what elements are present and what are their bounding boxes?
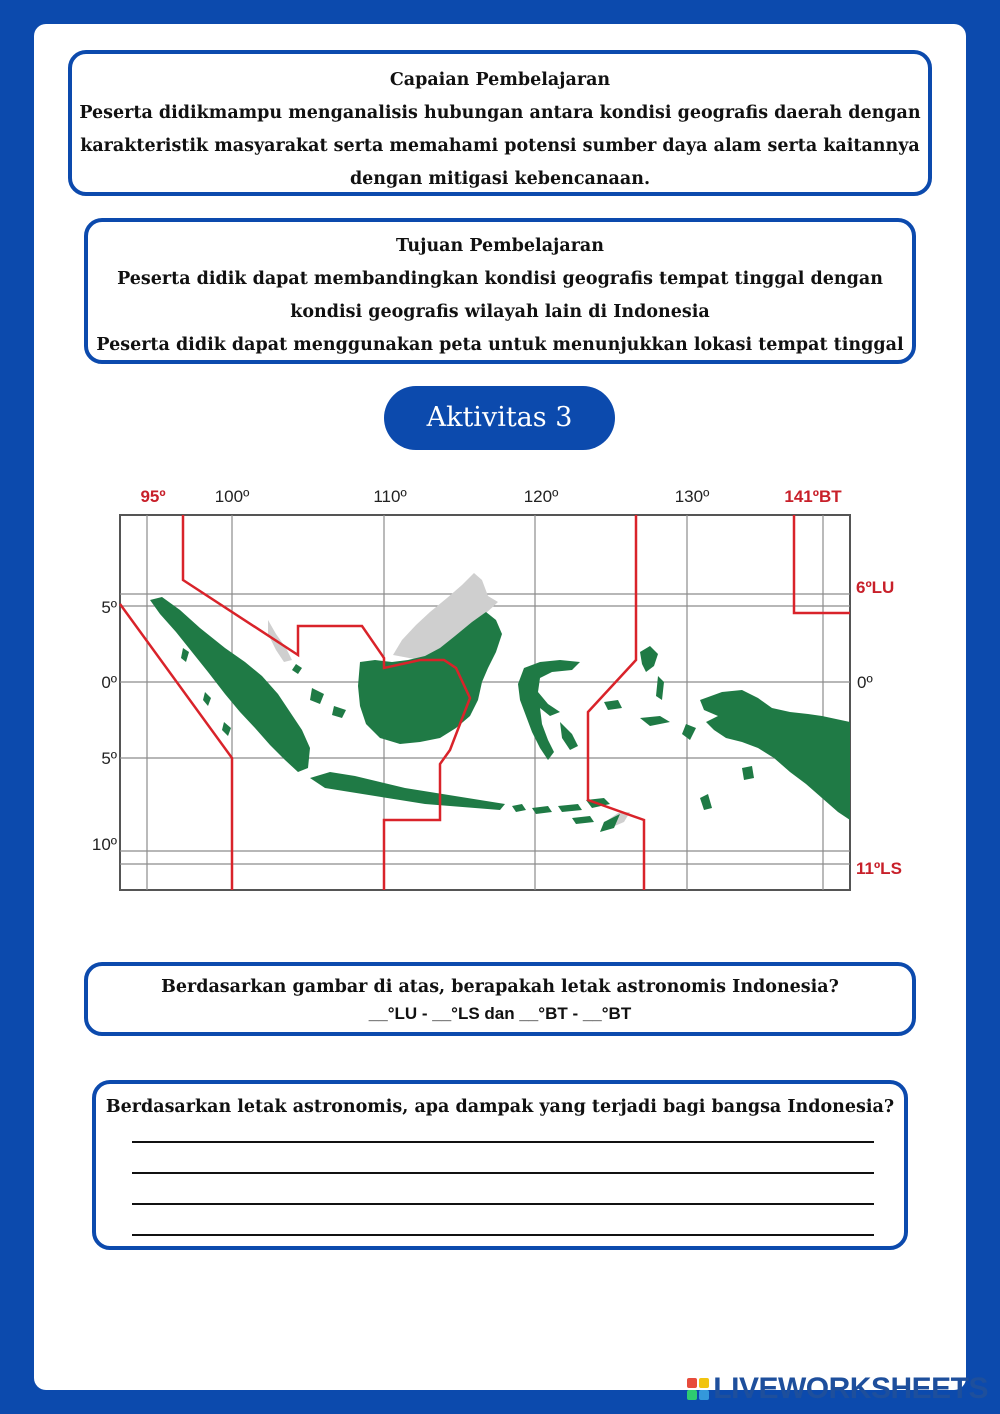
tujuan-line-1: Peserta didik dapat membandingkan kondisi geografis tempat tinggal dengan <box>117 269 883 289</box>
lat-label-10-south: 10º <box>91 835 117 854</box>
capaian-line-1: Peserta didikmampu menganalisis hubungan antara kondisi geografis daerah dengan <box>79 103 921 123</box>
indonesia-land <box>150 597 850 832</box>
tujuan-line-2: kondisi geografis wilayah lain di Indonesia <box>290 302 710 322</box>
lat-label-11ls: 11ºLS <box>856 859 902 878</box>
liveworksheets-logo <box>687 1372 988 1406</box>
island-bangka-belitung <box>310 688 346 718</box>
question-1-box <box>84 962 916 1036</box>
tujuan-line-3: Peserta didik dapat menggunakan peta untuk menunjukkan lokasi tempat tinggal <box>96 335 904 355</box>
lon-label-100: 100º <box>214 487 250 506</box>
lon-label-120: 120º <box>523 487 559 506</box>
question-2-text: Berdasarkan letak astronomis, apa dampak yang terjadi bagi bangsa Indonesia? <box>105 1097 895 1117</box>
answer-line-3[interactable] <box>132 1203 874 1205</box>
question-1-text: Berdasarkan gambar di atas, berapakah letak astronomis Indonesia? <box>161 977 839 997</box>
lat-label-5-north: 5º <box>101 598 117 617</box>
tujuan-pembelajaran-box <box>84 218 916 364</box>
liveworksheets-brand-text: LIVEWORKSHEETS <box>713 1372 988 1405</box>
island-java <box>310 772 505 810</box>
lon-label-130: 130º <box>674 487 710 506</box>
island-aru-tanimbar <box>700 766 754 810</box>
island-sumatra <box>150 597 310 772</box>
capaian-line-3: dengan mitigasi kebencanaan. <box>349 169 651 189</box>
question-1-answer-blanks[interactable]: __°LU - __°LS dan __°BT - __°BT <box>368 1004 632 1023</box>
lon-label-141bt: 141ºBT <box>784 487 842 506</box>
island-bali-nusa-tenggara <box>512 798 620 832</box>
answer-line-1[interactable] <box>132 1141 874 1143</box>
lat-label-0-right: 0º <box>857 673 873 692</box>
capaian-pembelajaran-box <box>68 50 932 196</box>
neighbor-land-malay-peninsula <box>268 620 292 662</box>
indonesia-map <box>70 478 950 898</box>
question-2-box <box>92 1080 908 1250</box>
capaian-title: Capaian Pembelajaran <box>389 70 611 90</box>
activity-badge: Aktivitas 3 <box>384 386 615 450</box>
answer-line-2[interactable] <box>132 1172 874 1174</box>
lat-label-6lu: 6ºLU <box>856 578 895 597</box>
answer-line-4[interactable] <box>132 1234 874 1236</box>
island-kepulauan-riau <box>292 664 302 674</box>
lat-label-5-south: 5º <box>101 749 117 768</box>
island-maluku <box>604 646 696 740</box>
lat-label-0-left: 0º <box>101 673 117 692</box>
lon-label-110: 110º <box>373 487 407 506</box>
liveworksheets-logo-icon <box>687 1378 709 1400</box>
island-papua <box>700 690 850 820</box>
capaian-line-2: karakteristik masyarakat serta memahami potensi sumber daya alam serta kaitannya <box>80 136 920 156</box>
tujuan-title: Tujuan Pembelajaran <box>395 236 604 256</box>
lon-label-95: 95º <box>140 487 166 506</box>
island-sulawesi <box>518 660 580 760</box>
